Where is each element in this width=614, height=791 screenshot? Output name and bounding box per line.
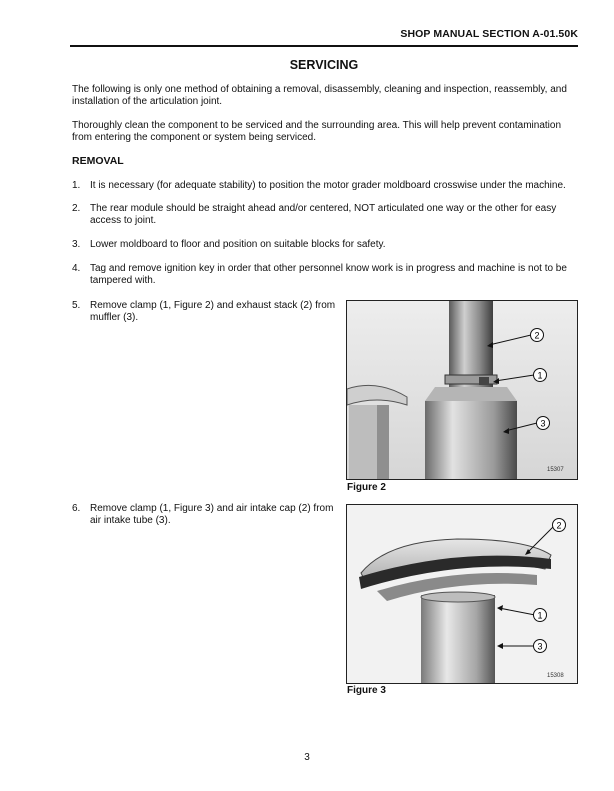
step-number: 1. — [72, 180, 81, 191]
intro-paragraph-1: The following is only one method of obtaining a removal, disassembly, cleaning and inspection, reassembly, and installation of the articulation joint. — [72, 84, 567, 107]
step-text: Lower moldboard to floor and position on suitable blocks for safety. — [90, 239, 386, 250]
callout-label: 3 — [537, 641, 543, 652]
header-rule — [70, 45, 578, 47]
step-item — [72, 300, 342, 324]
step-text: Remove clamp (1, Figure 2) and exhaust stack (2) from muffler (3). — [90, 300, 336, 323]
step-text: The rear module should be straight ahead and/or centered, NOT articulated one way or the other for easy access to joint. — [90, 203, 557, 226]
callout-label: 1 — [537, 370, 543, 381]
step-number: 5. — [72, 300, 81, 311]
page-title: SERVICING — [289, 58, 359, 72]
callout-label: 1 — [537, 610, 543, 621]
step-item — [72, 203, 580, 227]
intro-paragraph-2: Thoroughly clean the component to be serviced and the surrounding area. This will help prevent contamination from entering the component or system being serviced. — [72, 120, 561, 143]
callout-label: 2 — [556, 520, 562, 531]
section-header: SHOP MANUAL SECTION A-01.50K — [400, 28, 578, 40]
step-item — [72, 180, 580, 192]
step-text: It is necessary (for adequate stability) to position the motor grader moldboard crosswise under the machine. — [90, 180, 566, 191]
step-number: 2. — [72, 203, 81, 214]
step-item — [72, 239, 580, 251]
figure-2-image — [346, 300, 578, 480]
step-number: 6. — [72, 503, 81, 514]
figure-code: 15307 — [547, 467, 564, 473]
step-item — [72, 263, 580, 287]
figure-3-image — [346, 504, 578, 684]
figure-3-illustration — [347, 505, 577, 683]
removal-heading: REMOVAL — [72, 155, 124, 167]
page-number: 3 — [304, 752, 310, 763]
callout-label: 3 — [540, 418, 546, 429]
step-item — [72, 503, 342, 527]
step-number: 3. — [72, 239, 81, 250]
callout-label: 2 — [534, 330, 540, 341]
step-text: Remove clamp (1, Figure 3) and air intake cap (2) from air intake tube (3). — [90, 503, 334, 526]
step-text: Tag and remove ignition key in order that other personnel know work is in progress and machine is not to be tampered with. — [90, 263, 567, 286]
figure-code: 15308 — [547, 673, 564, 679]
figure-3-caption: Figure 3 — [347, 685, 386, 696]
figure-2-illustration — [347, 301, 577, 479]
figure-2-caption: Figure 2 — [347, 482, 386, 493]
step-number: 4. — [72, 263, 81, 274]
